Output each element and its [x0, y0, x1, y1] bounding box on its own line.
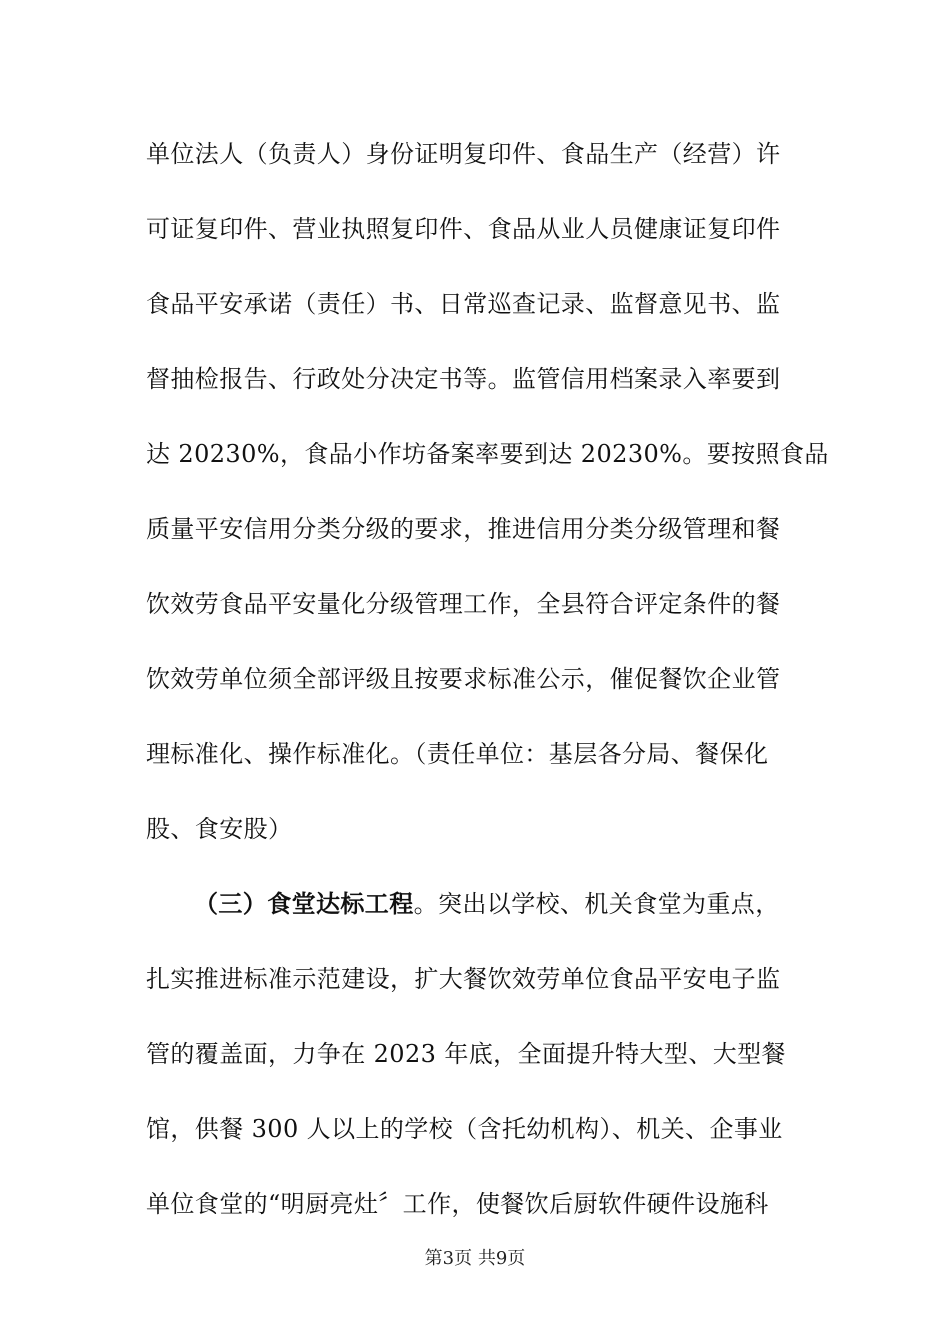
section-first-line — [146, 878, 811, 953]
text-line: 督抽检报告、行政处分决定书等。监管信用档案录入率要到 — [146, 365, 781, 393]
text-line: 饮效劳单位须全部评级且按要求标准公示，催促餐饮企业管 — [146, 665, 781, 693]
text-line: 食品平安承诺（责任）书、日常巡查记录、监督意见书、监 — [146, 290, 781, 318]
section-first-line-rest: 。突出以学校、机关食堂为重点， — [413, 890, 780, 918]
text-line: 达 20230%，食品小作坊备案率要到达 20230%。要按照食品 — [146, 440, 829, 468]
section-heading: （三）食堂达标工程 — [194, 889, 414, 918]
text-line: 理标准化、操作标准化。（责任单位：基层各分局、餐保化 — [146, 740, 769, 768]
text-line: 质量平安信用分类分级的要求，推进信用分类分级管理和餐 — [146, 515, 781, 543]
text-line: 单位法人（负责人）身份证明复印件、食品生产（经营）许 — [146, 140, 781, 168]
text-line: 饮效劳食品平安量化分级管理工作，全县符合评定条件的餐 — [146, 590, 781, 618]
text-line: 单位食堂的“明厨亮灶〞工作，使餐饮后厨软件硬件设施科 — [146, 1190, 769, 1218]
page-number: 第3页 共9页 — [424, 1248, 526, 1269]
text-line: 管的覆盖面，力争在 2023 年底，全面提升特大型、大型餐 — [146, 1040, 786, 1068]
text-line: 可证复印件、营业执照复印件、食品从业人员健康证复印件 — [146, 215, 781, 243]
text-line: 股、食安股） — [146, 815, 293, 843]
body-text — [146, 128, 829, 1253]
text-line: 馆，供餐 300 人以上的学校（含托幼机构）、机关、企事业 — [146, 1115, 783, 1143]
text-line: 扎实推进标准示范建设，扩大餐饮效劳单位食品平安电子监 — [146, 965, 781, 993]
